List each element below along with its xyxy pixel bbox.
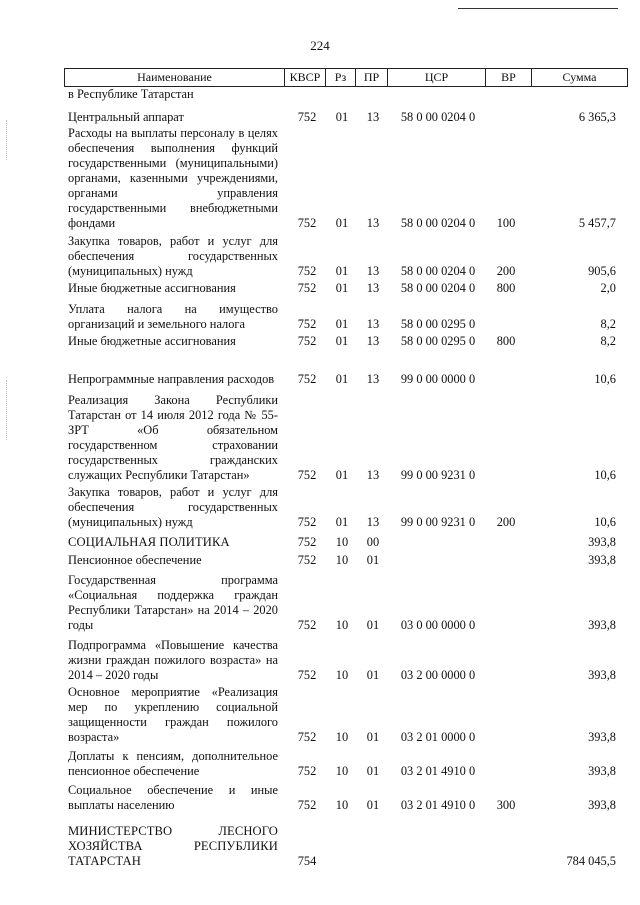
table-row (0, 483, 640, 530)
row-csr: 03 2 01 0000 0 (400, 730, 476, 744)
row-rz: 01 (335, 515, 349, 529)
row-sum: 2,0 (600, 281, 616, 295)
row-kvsr: 752 (297, 730, 317, 744)
row-rz: 10 (335, 730, 349, 744)
header-pr: ПР (355, 69, 387, 86)
row-rz: 10 (335, 553, 349, 567)
row-kvsr: 752 (297, 553, 317, 567)
row-name: МИНИСТЕРСТВО ЛЕСНОГО ХОЗЯЙСТВА РЕСПУБЛИКИ ТАТАРСТАН (68, 824, 278, 868)
row-sum: 10,6 (594, 468, 616, 482)
row-csr: 58 0 00 0295 0 (400, 317, 476, 331)
table-row (0, 125, 640, 231)
row-name: СОЦИАЛЬНАЯ ПОЛИТИКА (68, 535, 230, 549)
row-rz: 01 (335, 216, 349, 230)
row-rz: 10 (335, 764, 349, 778)
row-csr: 03 2 01 4910 0 (400, 764, 476, 778)
table-row (0, 387, 640, 483)
row-kvsr: 752 (297, 535, 317, 549)
header-rz: Рз (325, 69, 355, 86)
table-row (0, 633, 640, 683)
row-sum: 393,8 (588, 618, 616, 632)
row-sum: 10,6 (594, 372, 616, 386)
row-kvsr: 752 (297, 372, 317, 386)
row-rz: 10 (335, 618, 349, 632)
row-rz: 10 (335, 798, 349, 812)
row-pr: 13 (366, 468, 380, 482)
row-sum: 784 045,5 (566, 854, 616, 868)
row-name: Основное мероприятие «Реализация мер по укреплению социальной защищенности граждан пожилого возраста» (68, 685, 278, 744)
row-rz: 01 (335, 281, 349, 295)
table-row (0, 530, 640, 550)
row-pr: 13 (366, 372, 380, 386)
header-name: Наименование (137, 70, 212, 84)
row-sum: 8,2 (600, 334, 616, 348)
row-rz: 01 (335, 110, 349, 124)
row-vr: 800 (496, 281, 516, 295)
table-row (0, 550, 640, 568)
row-kvsr: 752 (297, 110, 317, 124)
row-rz: 10 (335, 535, 349, 549)
row-pr: 01 (366, 764, 380, 778)
row-sum: 393,8 (588, 730, 616, 744)
row-sum: 8,2 (600, 317, 616, 331)
row-kvsr: 752 (297, 281, 317, 295)
row-sum: 393,8 (588, 798, 616, 812)
row-vr: 200 (496, 515, 516, 529)
row-pr: 13 (366, 317, 380, 331)
row-kvsr: 752 (297, 317, 317, 331)
row-name: Социальное обеспечение и иные выплаты населению (68, 783, 278, 812)
row-sum: 393,8 (588, 535, 616, 549)
row-sum: 393,8 (588, 668, 616, 682)
row-name: Уплата налога на имущество организаций и земельного налога (68, 302, 278, 331)
table-row (0, 102, 640, 125)
row-rz: 01 (335, 468, 349, 482)
header-vr: ВР (485, 69, 531, 86)
row-kvsr: 752 (297, 468, 317, 482)
row-pr: 13 (366, 264, 380, 278)
table-row (0, 231, 640, 279)
row-kvsr: 752 (297, 264, 317, 278)
row-sum: 6 365,3 (578, 110, 616, 124)
row-pr: 13 (366, 110, 380, 124)
row-name: Пенсионное обеспечение (68, 553, 202, 567)
header-csr: ЦСР (387, 69, 485, 86)
row-csr: 58 0 00 0204 0 (400, 281, 476, 295)
row-csr: 03 2 00 0000 0 (400, 668, 476, 682)
row-pr: 01 (366, 798, 380, 812)
row-name: Иные бюджетные ассигнования (68, 334, 236, 348)
row-vr: 300 (496, 798, 516, 812)
row-csr: 03 2 01 4910 0 (400, 798, 476, 812)
row-kvsr: 752 (297, 764, 317, 778)
row-vr: 100 (496, 216, 516, 230)
row-pr: 01 (366, 553, 380, 567)
row-csr: 99 0 00 9231 0 (400, 468, 476, 482)
top-rule (458, 8, 618, 9)
row-pr: 13 (366, 515, 380, 529)
row-pr: 01 (366, 668, 380, 682)
row-csr: 99 0 00 9231 0 (400, 515, 476, 529)
row-kvsr: 752 (297, 216, 317, 230)
row-rz: 01 (335, 372, 349, 386)
row-sum: 5 457,7 (578, 216, 616, 230)
table-row (0, 332, 640, 349)
row-name: в Республике Татарстан (68, 87, 194, 101)
row-name: Центральный аппарат (68, 110, 184, 124)
row-sum: 393,8 (588, 553, 616, 567)
row-pr: 13 (366, 334, 380, 348)
row-sum: 10,6 (594, 515, 616, 529)
table-row (0, 745, 640, 779)
table-row (0, 779, 640, 813)
table-row (0, 683, 640, 745)
row-pr: 01 (366, 730, 380, 744)
row-sum: 905,6 (588, 264, 616, 278)
row-sum: 393,8 (588, 764, 616, 778)
row-kvsr: 752 (297, 334, 317, 348)
table-body (0, 88, 640, 869)
row-pr: 01 (366, 618, 380, 632)
row-name: Расходы на выплаты персоналу в целях обеспечения выполнения функций государственными (муниципальными) органами, казенными учреждениями, органами управления государственными внебюджетными фондами (68, 126, 278, 230)
row-csr: 58 0 00 0204 0 (400, 216, 476, 230)
row-vr: 800 (496, 334, 516, 348)
row-pr: 13 (366, 216, 380, 230)
table-row (0, 813, 640, 869)
table-row (0, 279, 640, 296)
row-rz: 01 (335, 264, 349, 278)
row-pr: 00 (366, 535, 380, 549)
row-kvsr: 752 (297, 668, 317, 682)
table-row (0, 296, 640, 332)
row-name: Государственная программа «Социальная поддержка граждан Республики Татарстан» на 2014 – 2020 годы (68, 573, 278, 632)
row-name: Иные бюджетные ассигнования (68, 281, 236, 295)
row-vr: 200 (496, 264, 516, 278)
row-name: Закупка товаров, работ и услуг для обеспечения государственных (муниципальных) нужд (68, 485, 278, 529)
row-rz: 10 (335, 668, 349, 682)
row-kvsr: 752 (297, 798, 317, 812)
row-kvsr: 752 (297, 618, 317, 632)
table-row (0, 349, 640, 387)
row-csr: 03 0 00 0000 0 (400, 618, 476, 632)
row-csr: 58 0 00 0204 0 (400, 110, 476, 124)
row-rz: 01 (335, 317, 349, 331)
row-name: Непрограммные направления расходов (68, 372, 275, 386)
row-name: Закупка товаров, работ и услуг для обеспечения государственных (муниципальных) нужд (68, 234, 278, 278)
row-rz: 01 (335, 334, 349, 348)
row-name: Реализация Закона Республики Татарстан от 14 июля 2012 года № 55-ЗРТ «Об обязательном государственном страховании государственных гражданских служащих Республики Татарстан» (68, 393, 278, 482)
row-csr: 58 0 00 0295 0 (400, 334, 476, 348)
row-name: Доплаты к пенсиям, дополнительное пенсионное обеспечение (68, 749, 278, 778)
table-header (64, 68, 628, 87)
row-pr: 13 (366, 281, 380, 295)
header-kvsr: КВСР (284, 69, 325, 86)
row-name: Подпрограмма «Повышение качества жизни граждан пожилого возраста» на 2014 – 2020 годы (68, 638, 278, 682)
row-csr: 58 0 00 0204 0 (400, 264, 476, 278)
row-kvsr: 754 (297, 854, 317, 868)
table-row (0, 88, 640, 102)
row-kvsr: 752 (297, 515, 317, 529)
table-row (0, 568, 640, 633)
header-sum: Сумма (531, 69, 627, 86)
page-number: 224 (310, 38, 330, 53)
row-csr: 99 0 00 0000 0 (400, 372, 476, 386)
